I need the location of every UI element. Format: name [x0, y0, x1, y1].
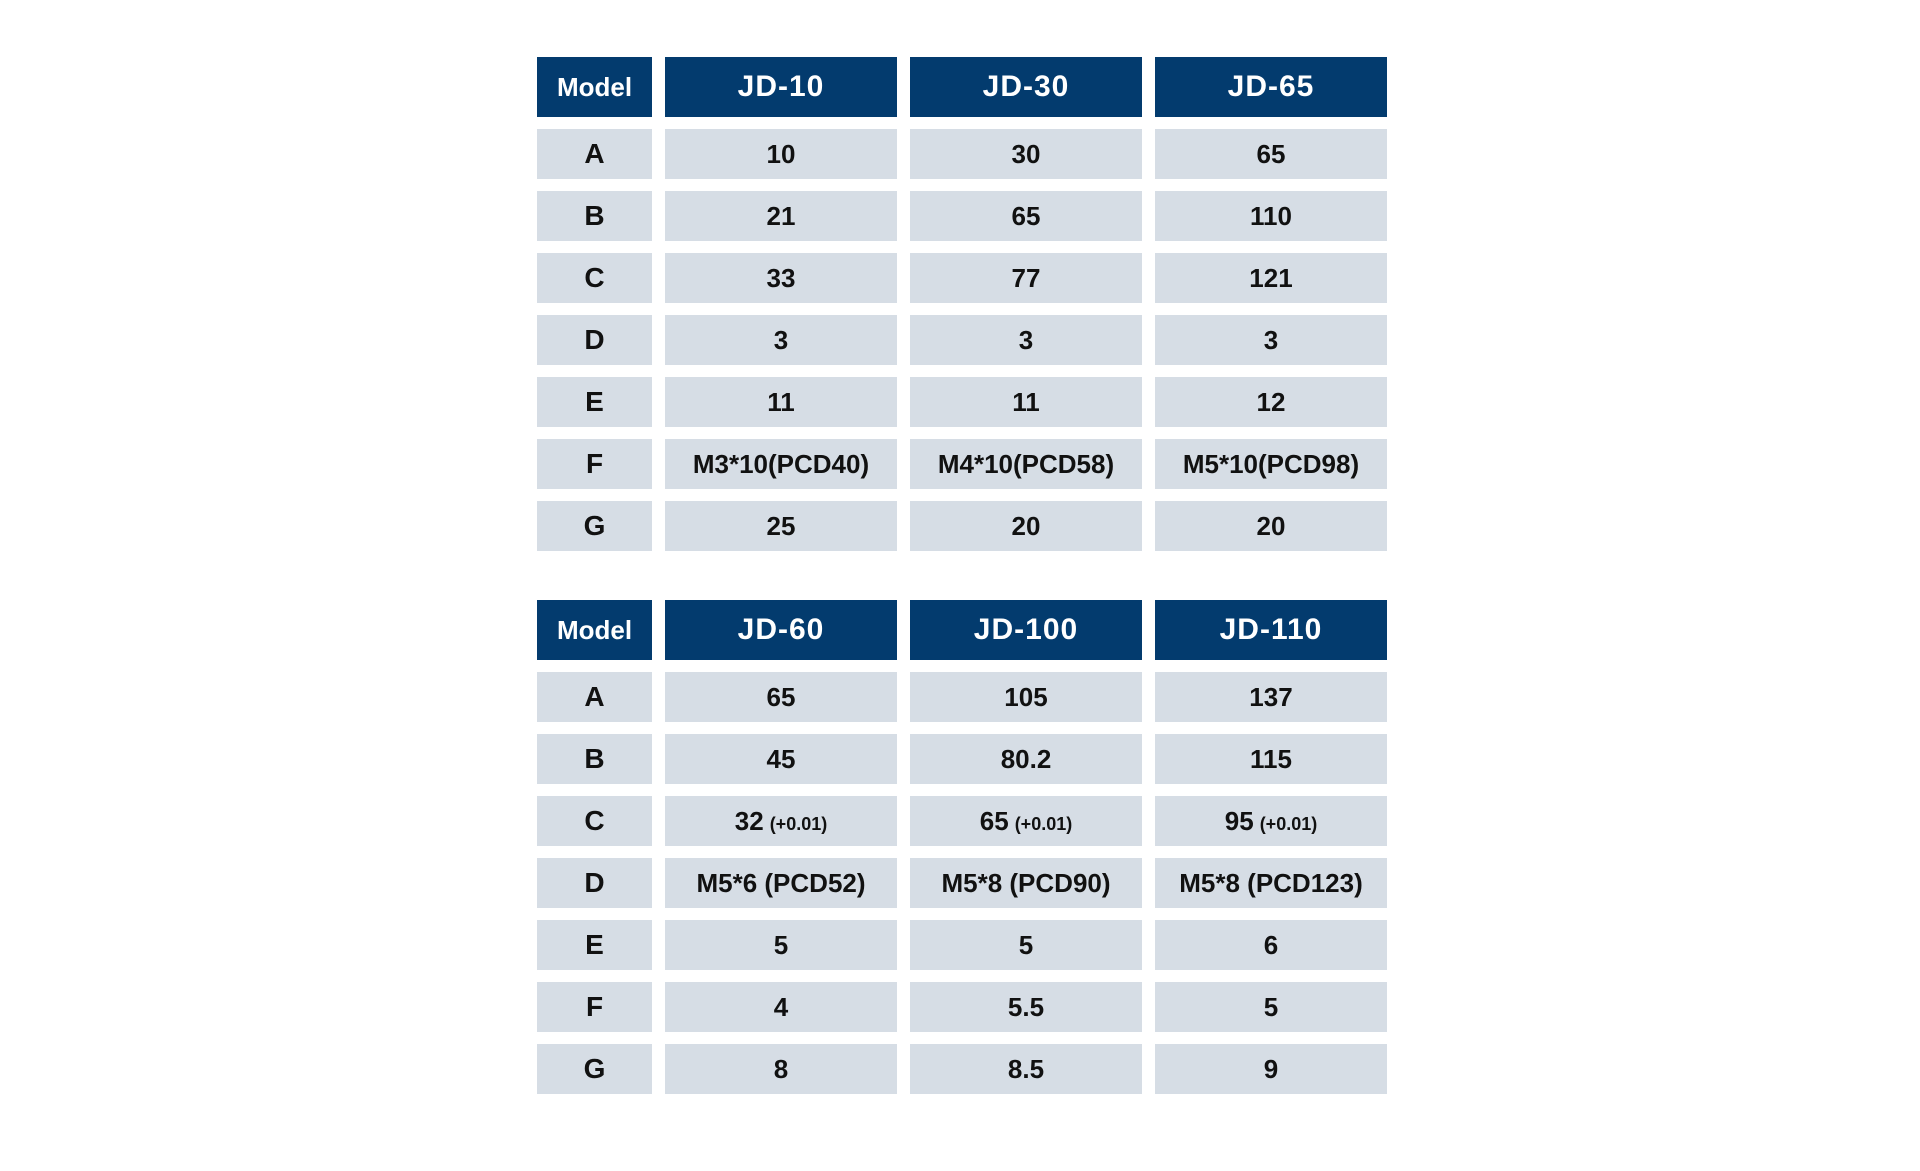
table-cell: 137 [1155, 672, 1387, 722]
row-label: C [537, 253, 652, 303]
table-cell: 3 [1155, 315, 1387, 365]
table-cell: 33 [665, 253, 897, 303]
row-label: C [537, 796, 652, 846]
table-row-g [537, 1044, 1387, 1094]
table-cell: 65 [1155, 129, 1387, 179]
cell-value: 65 [979, 805, 1009, 836]
table-cell: M5*10(PCD98) [1155, 439, 1387, 489]
table-cell: M5*8 (PCD123) [1155, 858, 1387, 908]
table-row-a [537, 672, 1387, 722]
row-label: F [537, 982, 652, 1032]
table-cell: 21 [665, 191, 897, 241]
table-cell: 115 [1155, 734, 1387, 784]
table-header-row [537, 57, 1387, 117]
table-cell [665, 796, 897, 846]
table-cell: 6 [1155, 920, 1387, 970]
row-label: B [537, 191, 652, 241]
row-label: E [537, 920, 652, 970]
tolerance-note: (+0.01) [1259, 813, 1318, 834]
table-row-d [537, 315, 1387, 365]
table-row-e [537, 377, 1387, 427]
table-cell: 25 [665, 501, 897, 551]
table-cell: 8 [665, 1044, 897, 1094]
table-row-c [537, 253, 1387, 303]
row-label: F [537, 439, 652, 489]
row-label: B [537, 734, 652, 784]
table-cell: 3 [665, 315, 897, 365]
table-row-g [537, 501, 1387, 551]
row-label: D [537, 858, 652, 908]
table-cell: 80.2 [910, 734, 1142, 784]
series-header-jd-110: JD-110 [1155, 600, 1387, 660]
table-cell: 65 [665, 672, 897, 722]
table-cell: 20 [910, 501, 1142, 551]
table-cell: 4 [665, 982, 897, 1032]
row-label: A [537, 129, 652, 179]
tolerance-note: (+0.01) [1014, 813, 1073, 834]
table-cell: M3*10(PCD40) [665, 439, 897, 489]
table-row-f [537, 439, 1387, 489]
row-label: D [537, 315, 652, 365]
table-row-d [537, 858, 1387, 908]
table-cell: 12 [1155, 377, 1387, 427]
table-row-c [537, 796, 1387, 846]
tolerance-note: (+0.01) [769, 813, 828, 834]
table-cell: 5 [665, 920, 897, 970]
series-header-jd-30: JD-30 [910, 57, 1142, 117]
row-label: A [537, 672, 652, 722]
table-cell: 8.5 [910, 1044, 1142, 1094]
table-row-b [537, 191, 1387, 241]
table-cell: 110 [1155, 191, 1387, 241]
row-label: E [537, 377, 652, 427]
row-label: G [537, 1044, 652, 1094]
table-cell: 5 [1155, 982, 1387, 1032]
table-cell: 45 [665, 734, 897, 784]
cell-value: 32 [734, 805, 764, 836]
table-cell: M5*6 (PCD52) [665, 858, 897, 908]
cell-value: 95 [1224, 805, 1254, 836]
table-cell: 9 [1155, 1044, 1387, 1094]
table-cell: 65 [910, 191, 1142, 241]
table-cell: 11 [910, 377, 1142, 427]
table-cell: 10 [665, 129, 897, 179]
table-cell: M5*8 (PCD90) [910, 858, 1142, 908]
table-cell: 121 [1155, 253, 1387, 303]
table-row-b [537, 734, 1387, 784]
spec-table-jd-60-100-110 [524, 588, 1400, 1106]
spec-table-jd-10-30-65 [524, 45, 1400, 563]
table-cell: 11 [665, 377, 897, 427]
table-cell: 3 [910, 315, 1142, 365]
model-header-cell: Model [537, 57, 652, 117]
series-header-jd-65: JD-65 [1155, 57, 1387, 117]
table-row-a [537, 129, 1387, 179]
table-cell: 20 [1155, 501, 1387, 551]
model-header-cell: Model [537, 600, 652, 660]
table-cell: 77 [910, 253, 1142, 303]
table-cell: 105 [910, 672, 1142, 722]
table-cell: 5.5 [910, 982, 1142, 1032]
table-cell: M4*10(PCD58) [910, 439, 1142, 489]
table-cell: 5 [910, 920, 1142, 970]
series-header-jd-60: JD-60 [665, 600, 897, 660]
table-cell: 30 [910, 129, 1142, 179]
series-header-jd-100: JD-100 [910, 600, 1142, 660]
table-header-row [537, 600, 1387, 660]
table-row-f [537, 982, 1387, 1032]
table-cell [1155, 796, 1387, 846]
row-label: G [537, 501, 652, 551]
series-header-jd-10: JD-10 [665, 57, 897, 117]
table-row-e [537, 920, 1387, 970]
table-cell [910, 796, 1142, 846]
